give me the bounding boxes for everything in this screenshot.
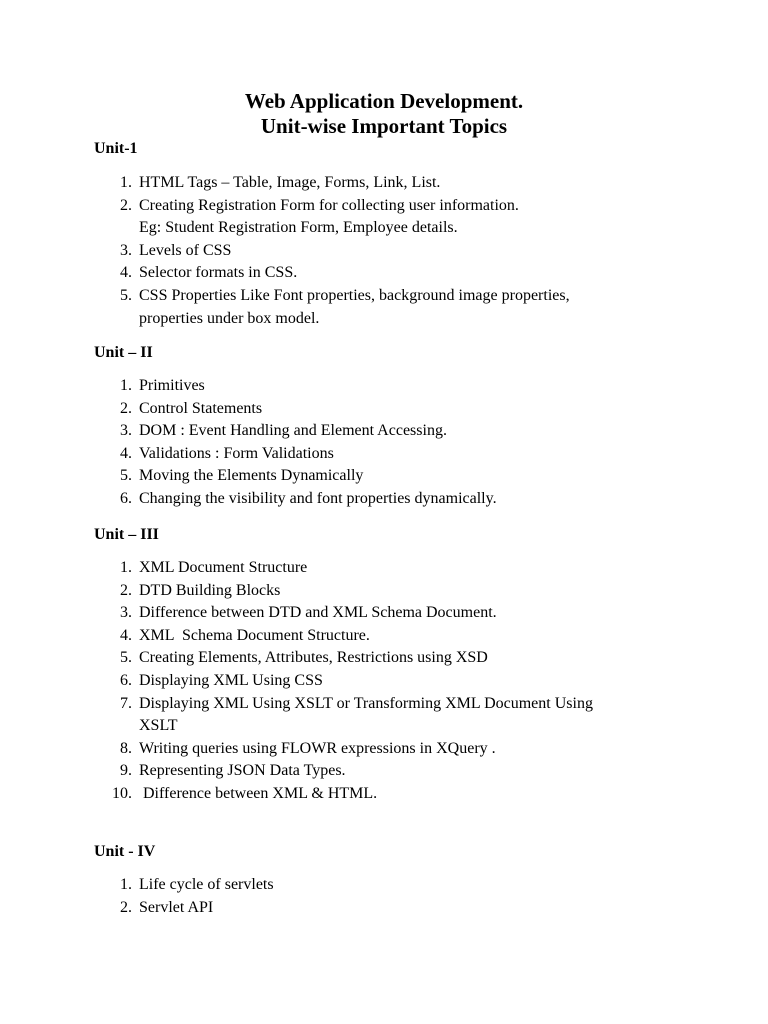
item-text: XML Document Structure [139, 559, 308, 576]
list-item [0, 602, 497, 625]
list-item [0, 172, 441, 195]
item-text: DTD Building Blocks [139, 581, 281, 599]
item-text: Changing the visibility and font properties dynamically. [139, 489, 497, 507]
item-text: XSLT [139, 717, 178, 735]
document-subtitle: Unit-wise Important Topics [260, 114, 508, 138]
unit-2-heading: Unit – II [94, 344, 153, 361]
item-number: 1. [120, 876, 132, 893]
item-number: 4. [120, 626, 132, 644]
item-number: 1. [120, 559, 132, 576]
item-text: Creating Registration Form for collecting user information. [139, 196, 519, 214]
list-item [0, 398, 263, 421]
list-item [0, 262, 298, 285]
unit-4-topic-list [0, 874, 274, 919]
list-item [0, 420, 447, 443]
item-text: CSS Properties Like Font properties, background image properties, [139, 286, 570, 304]
item-number: 6. [120, 671, 132, 689]
item-text: Creating Elements, Attributes, Restrictions using XSD [139, 649, 488, 667]
item-text: Servlet API [139, 898, 214, 916]
list-item [0, 375, 205, 398]
item-number: 2. [120, 898, 132, 916]
list-item-continuation [0, 715, 178, 738]
list-item [0, 738, 496, 761]
list-item [0, 670, 323, 693]
item-text: Difference between XML & HTML. [143, 784, 378, 802]
unit-2-topic-list [0, 375, 497, 511]
unit-3-topic-list [0, 557, 593, 806]
list-item [0, 580, 281, 603]
list-item-continuation [0, 217, 458, 240]
list-item [0, 488, 497, 511]
list-item [0, 760, 346, 783]
unit-1-topic-list [0, 172, 570, 330]
list-item [0, 783, 378, 806]
item-number: 5. [120, 286, 132, 304]
item-number: 1. [120, 377, 132, 394]
unit-4-heading: Unit - IV [94, 843, 156, 860]
item-number: 3. [120, 604, 132, 622]
list-item [0, 557, 308, 580]
list-item [0, 693, 593, 716]
item-number: 5. [120, 467, 132, 485]
list-item [0, 874, 274, 897]
list-item [0, 240, 232, 263]
unit-3-heading: Unit – III [94, 526, 159, 543]
list-item [0, 285, 570, 308]
item-number: 5. [120, 649, 132, 667]
item-number: 9. [120, 762, 132, 780]
item-text: Control Statements [139, 399, 263, 417]
list-item [0, 443, 334, 466]
item-number: 2. [120, 399, 132, 417]
item-text: Primitives [139, 377, 205, 394]
item-text: Displaying XML Using CSS [139, 671, 323, 689]
item-number: 2. [120, 581, 132, 599]
item-text: Difference between DTD and XML Schema Document. [139, 604, 497, 622]
item-text: HTML Tags – Table, Image, Forms, Link, List. [139, 174, 441, 191]
item-text: Representing JSON Data Types. [139, 762, 346, 780]
list-item [0, 625, 370, 648]
document-title: Web Application Development. [244, 89, 524, 113]
item-text: Eg: Student Registration Form, Employee details. [139, 219, 458, 237]
list-item [0, 647, 488, 670]
list-item [0, 897, 214, 920]
item-number: 4. [120, 444, 132, 462]
item-number: 10. [112, 784, 132, 802]
list-item-continuation [0, 308, 320, 331]
unit-1-heading: Unit-1 [94, 140, 138, 157]
item-number: 1. [120, 174, 132, 191]
item-text: XML Schema Document Structure. [139, 626, 370, 644]
item-number: 2. [120, 196, 132, 214]
list-item [0, 195, 519, 218]
item-number: 6. [120, 489, 132, 507]
item-text: properties under box model. [139, 309, 320, 327]
item-number: 3. [120, 241, 132, 259]
item-text: DOM : Event Handling and Element Accessing. [139, 422, 447, 440]
item-text: Moving the Elements Dynamically [139, 467, 364, 485]
item-text: Selector formats in CSS. [139, 264, 298, 282]
item-text: Validations : Form Validations [139, 444, 334, 462]
item-number: 4. [120, 264, 132, 282]
item-number: 8. [120, 739, 132, 757]
item-text: Life cycle of servlets [139, 876, 274, 893]
item-number: 7. [120, 694, 132, 712]
item-text: Levels of CSS [139, 241, 232, 259]
item-text: Writing queries using FLOWR expressions in XQuery . [139, 739, 496, 757]
list-item [0, 465, 364, 488]
item-number: 3. [120, 422, 132, 440]
item-text: Displaying XML Using XSLT or Transforming XML Document Using [139, 694, 593, 712]
